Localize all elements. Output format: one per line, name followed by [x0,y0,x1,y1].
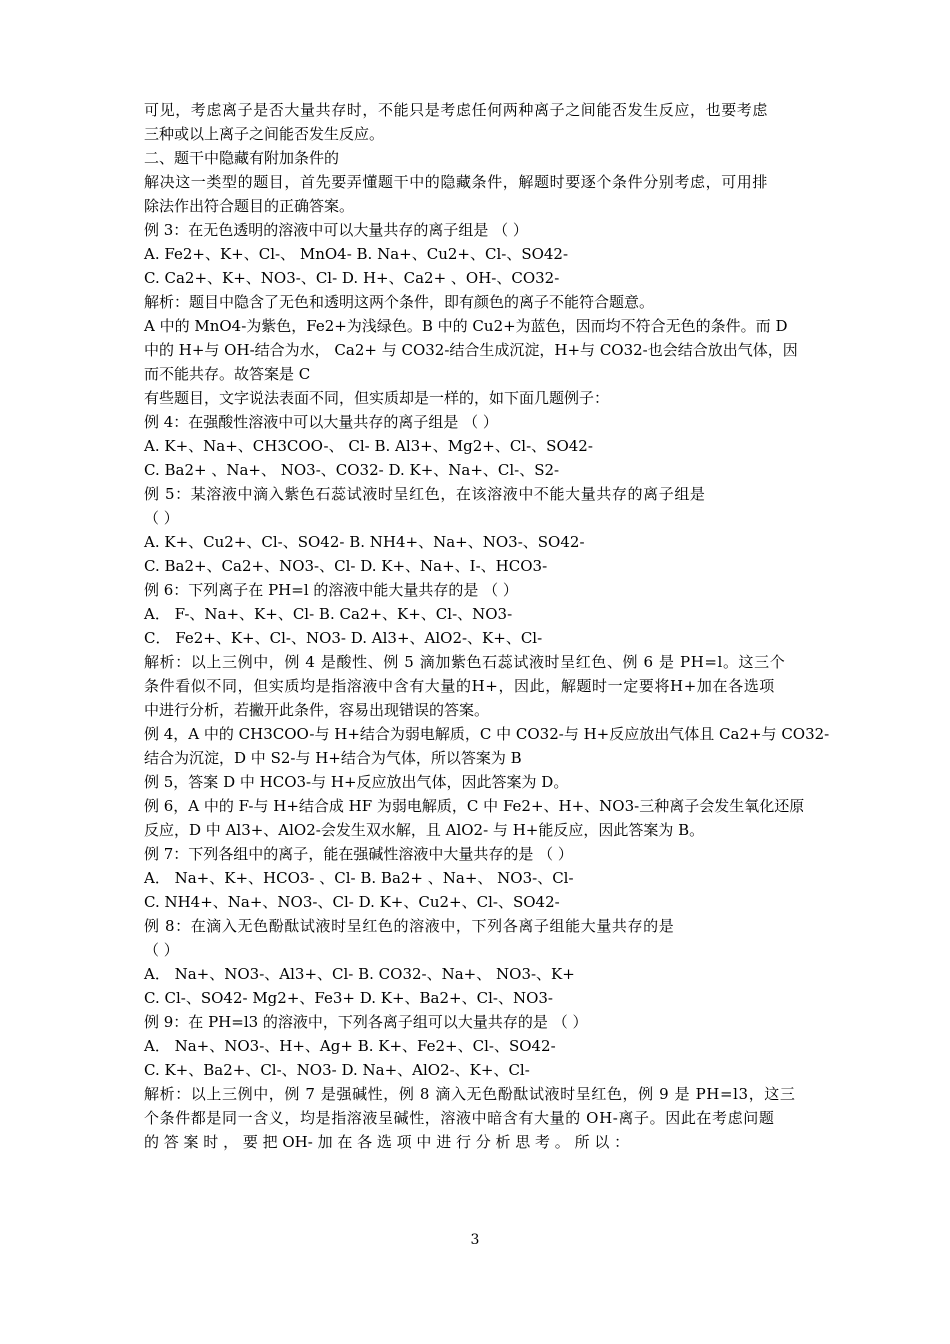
option-row: C. Ba2+ 、Na+、 NO3-、CO32- D. K+、Na+、Cl-、S2- [144,461,560,479]
text-line: 的 答 案 时 ， 要 把 OH- 加 在 各 选 项 中 进 行 分 析 思 考 。 所 以 ： [144,1133,630,1151]
text-line: 结合为沉淀，D 中 S2-与 H+结合为气体，所以答案为 B [144,749,522,767]
option-row: C. Ca2+、K+、NO3-、Cl- D. H+、Ca2+ 、OH-、CO32- [144,269,560,287]
text-line: 有些题目，文字说法表面不同，但实质却是一样的，如下面几题例子： [144,389,610,407]
text-line: 而不能共存。故答案是 C [144,365,311,383]
analysis-line: 解析：题目中隐含了无色和透明这两个条件，即有颜色的离子不能符合题意。 [144,293,655,311]
text-line: 三种或以上离子之间能否发生反应。 [144,125,385,143]
text-line: 解决这一类型的题目，首先要弄懂题干中的隐藏条件，解题时要逐个条件分别考虑，可用排 [144,173,769,191]
text-line: 可见，考虑离子是否大量共存时，不能只是考虑任何两种离子之间能否发生反应，也要考虑 [144,101,769,119]
text-line: A 中的 MnO4-为紫色，Fe2+为浅绿色。B 中的 Cu2+为蓝色，因而均不符合无色的条件。而 D [144,317,788,335]
question-stem: 例 4：在强酸性溶液中可以大量共存的离子组是 （ ） [144,413,498,431]
text-line: 反应，D 中 Al3+、AlO2-会发生双水解，且 AlO2- 与 H+能反应，因此答案为 B。 [144,821,705,839]
question-stem: 例 5：某溶液中滴入紫色石蕊试液时呈红色，在该溶液中不能大量共存的离子组是 [144,485,706,503]
answer-bracket: （ ） [144,941,179,959]
question-stem: 例 8：在滴入无色酚酞试液时呈红色的溶液中，下列各离子组能大量共存的是 [144,917,675,935]
option-row: A. K+、Cu2+、Cl-、SO42- B. NH4+、Na+、NO3-、SO42- [144,533,585,551]
question-stem: 例 9：在 PH=l3 的溶液中，下列各离子组可以大量共存的是 （ ） [144,1013,588,1031]
analysis-line: 解析：以上三例中，例 4 是酸性、例 5 滴加紫色石蕊试液时呈红色、例 6 是 PH=l。这三个 [144,653,786,671]
text-line: 中进行分析，若撇开此条件，容易出现错误的答案。 [144,701,490,719]
option-row: C. NH4+、Na+、NO3-、Cl- D. K+、Cu2+、Cl-、SO42- [144,893,560,911]
question-stem: 例 3：在无色透明的溶液中可以大量共存的离子组是 （ ） [144,221,528,239]
option-row: A. Fe2+、K+、Cl-、 MnO4- B. Na+、Cu2+、Cl-、SO42- [144,245,569,263]
question-stem: 例 6：下列离子在 PH=l 的溶液中能大量共存的是 （ ） [144,581,518,599]
text-line: 中的 H+与 OH-结合为水， Ca2+ 与 CO32-结合生成沉淀，H+与 CO32-也会结合放出气体，因 [144,341,798,359]
option-row: A. K+、Na+、CH3COO-、 Cl- B. Al3+、Mg2+、Cl-、SO42- [144,437,593,455]
text-line: 除法作出符合题目的正确答案。 [144,197,355,215]
text-line: 例 6，A 中的 F-与 H+结合成 HF 为弱电解质，C 中 Fe2+、H+、NO3-三种离子会发生氧化还原 [144,797,805,815]
question-stem: 例 7：下列各组中的离子，能在强碱性溶液中大量共存的是 （ ） [144,845,573,863]
option-row: C. Ba2+、Ca2+、NO3-、Cl- D. K+、Na+、I-、HCO3- [144,557,548,575]
option-row: A． F-、Na+、K+、Cl- B. Ca2+、K+、Cl-、NO3- [144,605,513,623]
text-line: 个条件都是同一含义，均是指溶液呈碱性，溶液中暗含有大量的 OH-离子。因此在考虑问题 [144,1109,775,1127]
section-heading: 二、题干中隐藏有附加条件的 [144,149,340,167]
analysis-line: 解析：以上三例中，例 7 是强碱性，例 8 滴入无色酚酞试液时呈红色，例 9 是 PH=l3，这三 [144,1085,796,1103]
option-row: C. Cl-、SO42- Mg2+、Fe3+ D. K+、Ba2+、Cl-、NO3- [144,989,553,1007]
answer-bracket: （ ） [144,509,179,527]
option-row: C. K+、Ba2+、Cl-、NO3- D. Na+、AlO2-、K+、Cl- [144,1061,530,1079]
text-line: 条件看似不同，但实质均是指溶液中含有大量的H+，因此，解题时一定要将H+加在各选项 [144,677,775,695]
option-row: A． Na+、NO3-、H+、Ag+ B. K+、Fe2+、Cl-、SO42- [144,1037,556,1055]
option-row: C． Fe2+、K+、Cl-、NO3- D. Al3+、AlO2-、K+、Cl- [144,629,543,647]
page-number: 3 [470,1232,480,1248]
option-row: A． Na+、K+、HCO3- 、Cl- B. Ba2+ 、Na+、 NO3-、Cl- [144,869,574,887]
option-row: A． Na+、NO3-、Al3+、Cl- B. CO32-、Na+、 NO3-、K+ [144,965,575,983]
text-line: 例 4，A 中的 CH3COO-与 H+结合为弱电解质，C 中 CO32-与 H+反应放出气体且 Ca2+与 CO32- [144,725,830,743]
text-line: 例 5，答案 D 中 HCO3-与 H+反应放出气体，因此答案为 D。 [144,773,569,791]
